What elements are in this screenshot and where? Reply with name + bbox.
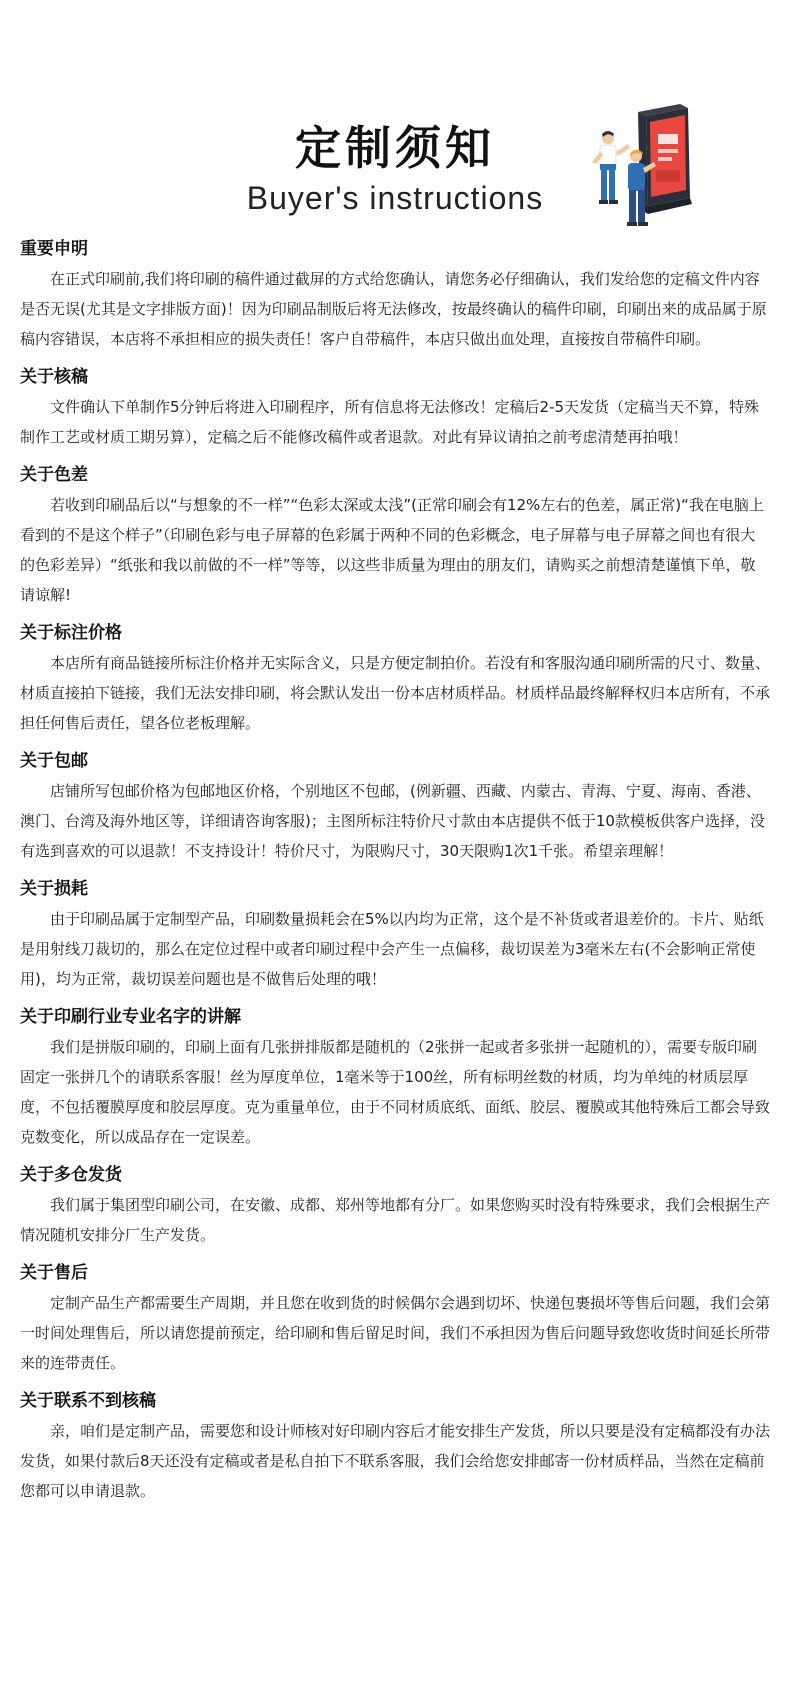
page-title: 定制须知 xyxy=(295,121,495,175)
section-body: 定制产品生产都需要生产周期，并且您在收到货的时候偶尔会遇到切坏、快递包裹损坏等售后问题，我们会第一时间处理售后，所以请您提前预定，给印刷和售后留足时间，我们不承担因为售后问题导致您收货时间延长所带来的连带责任。 xyxy=(20,1294,771,1372)
header xyxy=(0,0,790,230)
section-body: 我们属于集团型印刷公司，在安徽、成都、郑州等地都有分厂。如果您购买时没有特殊要求，我们会根据生产情况随机安排分厂生产发货。 xyxy=(20,1196,771,1244)
section-title: 关于核稿 xyxy=(20,367,88,387)
section-body: 文件确认下单制作5分钟后将进入印刷程序，所有信息将无法修改！定稿后2-5天发货（定稿当天不算，特殊制作工艺或材质工期另算），定稿之后不能修改稿件或者退款。对此有异议请拍之前考虑清楚再拍哦！ xyxy=(20,398,760,446)
page-subtitle: Buyer's instructions xyxy=(246,180,544,216)
section-title: 重要申明 xyxy=(20,239,88,259)
kiosk-icon xyxy=(638,104,692,214)
section-color-difference xyxy=(20,462,770,610)
section-unreachable-proof xyxy=(20,1388,770,1506)
section-title: 关于售后 xyxy=(20,1263,88,1283)
section-title: 关于包邮 xyxy=(20,751,88,771)
person-left-icon xyxy=(592,131,630,204)
instructions-content xyxy=(20,236,770,1516)
section-listed-price xyxy=(20,620,770,738)
section-body: 在正式印刷前,我们将印刷的稿件通过截屏的方式给您确认，请您务必仔细确认，我们发给您的定稿文件内容是否无误(尤其是文字排版方面)！因为印刷品制版后将无法修改，按最终确认的稿件印刷，印刷出来的成品属于原稿内容错误，本店将不承担相应的损失责任！客户自带稿件，本店只做出血处理，直接按自带稿件印刷。 xyxy=(20,270,767,348)
section-proof-review xyxy=(20,364,770,452)
section-body: 我们是拼版印刷的，印刷上面有几张拼排版都是随机的（2张拼一起或者多张拼一起随机的），需要专版印刷固定一张拼几个的请联系客服！丝为厚度单位，1毫米等于100丝，所有标明丝数的材质，均为单纯的材质层厚度，不包括覆膜厚度和胶层厚度。克为重量单位，由于不同材质底纸、面纸、胶层、覆膜或其他特殊后工都会导致克数变化，所以成品存在一定误差。 xyxy=(20,1038,771,1146)
section-title: 关于印刷行业专业名字的讲解 xyxy=(20,1007,241,1027)
section-title: 关于多仓发货 xyxy=(20,1165,122,1185)
section-important-statement xyxy=(20,236,770,354)
section-title: 关于色差 xyxy=(20,465,88,485)
section-multi-warehouse xyxy=(20,1162,770,1250)
section-terminology xyxy=(20,1004,770,1152)
section-body: 若收到印刷品后以“与想象的不一样”“色彩太深或太浅”(正常印刷会有12%左右的色差，属正常)“我在电脑上看到的不是这个样子”（印刷色彩与电子屏幕的色彩属于两种不同的色彩概念，电子屏幕与电子屏幕之间也有很大的色彩差异）“纸张和我以前做的不一样”等等，以这些非质量为理由的朋友们，请购买之前想清楚谨慎下单，敬请谅解! xyxy=(20,496,764,604)
section-wastage xyxy=(20,876,770,994)
section-body: 店铺所写包邮价格为包邮地区价格，个别地区不包邮，(例新疆、西藏、内蒙古、青海、宁夏、海南、香港、澳门、台湾及海外地区等，详细请咨询客服)；主图所标注特价尺寸款由本店提供不低于10款模板供客户选择，没有选到喜欢的可以退款！不支持设计！特价尺寸，为限购尺寸，30天限购1次1千张。希望亲理解！ xyxy=(20,782,765,860)
section-body: 由于印刷品属于定制型产品，印刷数量损耗会在5%以内均为正常，这个是不补货或者退差价的。卡片、贴纸是用射线刀裁切的，那么在定位过程中或者印刷过程中会产生一点偏移，裁切误差为3毫米左右(不会影响正常使用)，均为正常，裁切误差问题也是不做售后处理的哦！ xyxy=(20,910,764,988)
section-body: 亲，咱们是定制产品，需要您和设计师核对好印刷内容后才能安排生产发货，所以只要是没有定稿都没有办法发货，如果付款后8天还没有定稿或者是私自拍下不联系客服，我们会给您安排邮寄一份材质样品，当然在定稿前您都可以申请退款。 xyxy=(20,1422,771,1500)
section-title: 关于联系不到核稿 xyxy=(20,1391,156,1411)
section-title: 关于标注价格 xyxy=(20,623,122,643)
section-body: 本店所有商品链接所标注价格并无实际含义，只是方便定制拍价。若没有和客服沟通印刷所需的尺寸、数量、材质直接拍下链接，我们无法安排印刷，将会默认发出一份本店材质样品。材质样品最终解释权归本店所有，不承担任何售后责任，望各位老板理解。 xyxy=(20,654,771,732)
section-title: 关于损耗 xyxy=(20,879,88,899)
section-free-shipping xyxy=(20,748,770,866)
people-at-kiosk-illustration xyxy=(588,104,708,234)
section-after-sales xyxy=(20,1260,770,1378)
